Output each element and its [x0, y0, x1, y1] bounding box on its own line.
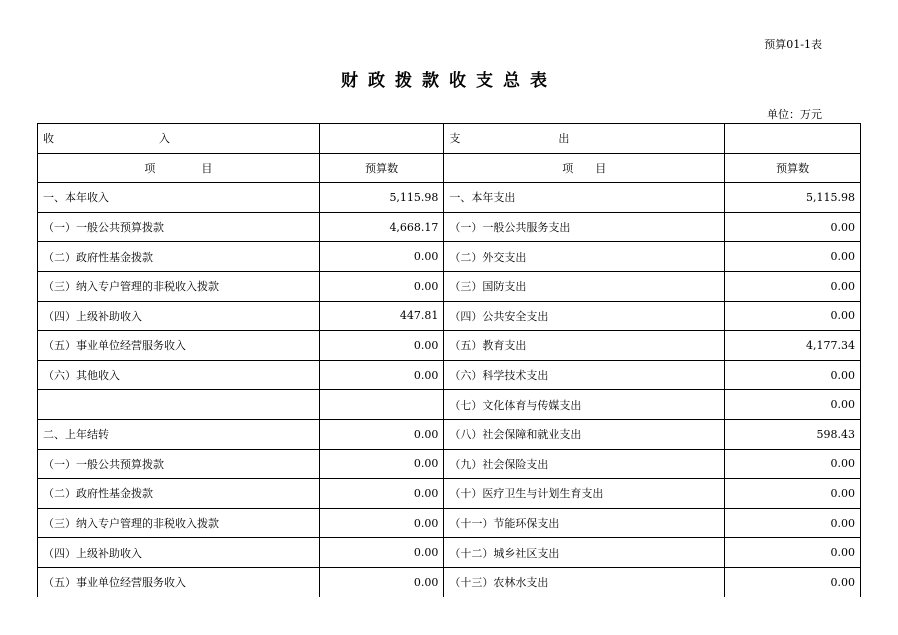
table-row	[38, 183, 861, 213]
income-header-char2: 入	[159, 132, 170, 146]
expense-item-cell: （三）国防支出	[444, 271, 725, 301]
expense-value-cell: 0.00	[725, 360, 861, 390]
table-row	[38, 360, 861, 390]
income-value-cell	[319, 390, 444, 420]
expense-header-char2: 出	[558, 132, 570, 146]
expense-section-blank	[725, 124, 861, 154]
expense-item-cell: （一）一般公共服务支出	[444, 212, 725, 242]
column-header-row	[38, 153, 861, 183]
income-item-cell: （四）上级补助收入	[38, 538, 320, 568]
expense-value-cell: 0.00	[725, 567, 861, 596]
income-item-cell: （三）纳入专户管理的非税收入拨款	[38, 508, 320, 538]
form-number: 预算01-1表	[764, 38, 822, 51]
expense-value-cell: 5,115.98	[725, 183, 861, 213]
table-row	[38, 567, 861, 596]
income-item-cell: （四）上级补助收入	[38, 301, 320, 331]
income-item-cell: （二）政府性基金拨款	[38, 242, 320, 272]
expense-item-cell: （七）文化体育与传媒支出	[444, 390, 725, 420]
income-value-cell: 0.00	[319, 508, 444, 538]
income-item-cell: （一）一般公共预算拨款	[38, 449, 320, 479]
expense-item-cell: （四）公共安全支出	[444, 301, 725, 331]
expense-item-header	[444, 153, 725, 183]
section-header-row	[38, 124, 861, 154]
expense-value-cell: 0.00	[725, 479, 861, 509]
expense-value-cell: 0.00	[725, 242, 861, 272]
expense-value-cell: 4,177.34	[725, 331, 861, 361]
expense-item-cell: （十一）节能环保支出	[444, 508, 725, 538]
expense-item-cell: （十三）农林水支出	[444, 567, 725, 596]
income-value-cell: 0.00	[319, 331, 444, 361]
expense-item-cell: （六）科学技术支出	[444, 360, 725, 390]
page-title: 财政拨款收支总表	[341, 71, 557, 91]
expense-value-cell: 0.00	[725, 508, 861, 538]
expense-header-char1: 支	[449, 132, 461, 146]
expense-item-cell: （十二）城乡社区支出	[444, 538, 725, 568]
income-value-cell: 0.00	[319, 449, 444, 479]
income-value-cell: 0.00	[319, 567, 444, 596]
item-label-b: 目	[595, 161, 607, 175]
expense-value-cell: 0.00	[725, 271, 861, 301]
table-row	[38, 419, 861, 449]
item-label-a: 项	[562, 161, 574, 175]
expense-item-cell: （五）教育支出	[444, 331, 725, 361]
expense-item-cell: 一、本年支出	[444, 183, 725, 213]
income-value-cell: 4,668.17	[319, 212, 444, 242]
table-row	[38, 449, 861, 479]
income-budget-header: 预算数	[319, 153, 444, 183]
income-value-cell: 0.00	[319, 360, 444, 390]
income-item-cell: （五）事业单位经营服务收入	[38, 567, 320, 596]
income-value-cell: 447.81	[319, 301, 444, 331]
expense-value-cell: 0.00	[725, 538, 861, 568]
table-row	[38, 331, 861, 361]
income-item-cell: （三）纳入专户管理的非税收入拨款	[38, 271, 320, 301]
expense-value-cell: 0.00	[725, 212, 861, 242]
table-row	[38, 479, 861, 509]
income-item-cell: （六）其他收入	[38, 360, 320, 390]
income-item-cell: （一）一般公共预算拨款	[38, 212, 320, 242]
item-label-b: 目	[201, 161, 213, 175]
income-value-cell: 0.00	[319, 479, 444, 509]
income-item-cell	[38, 390, 320, 420]
income-value-cell: 0.00	[319, 242, 444, 272]
income-item-cell: （五）事业单位经营服务收入	[38, 331, 320, 361]
expense-item-cell: （十）医疗卫生与计划生育支出	[444, 479, 725, 509]
table-row	[38, 301, 861, 331]
table-row	[38, 538, 861, 568]
item-label-a: 项	[144, 161, 156, 175]
table-row	[38, 212, 861, 242]
table-row	[38, 508, 861, 538]
expense-value-cell: 598.43	[725, 419, 861, 449]
expense-value-cell: 0.00	[725, 390, 861, 420]
expense-value-cell: 0.00	[725, 449, 861, 479]
income-item-cell: 一、本年收入	[38, 183, 320, 213]
expense-item-cell: （九）社会保险支出	[444, 449, 725, 479]
income-item-header	[38, 153, 320, 183]
income-value-cell: 5,115.98	[319, 183, 444, 213]
income-value-cell: 0.00	[319, 419, 444, 449]
income-item-cell: 二、上年结转	[38, 419, 320, 449]
income-item-cell: （二）政府性基金拨款	[38, 479, 320, 509]
expense-item-cell: （二）外交支出	[444, 242, 725, 272]
table-row	[38, 390, 861, 420]
expense-value-cell: 0.00	[725, 301, 861, 331]
unit-label: 单位：万元	[767, 108, 822, 121]
income-header-char1: 收	[43, 132, 54, 146]
income-section-header	[38, 124, 320, 154]
expense-section-header	[444, 124, 725, 154]
budget-table	[37, 123, 861, 597]
expense-budget-header: 预算数	[725, 153, 861, 183]
expense-item-cell: （八）社会保障和就业支出	[444, 419, 725, 449]
income-section-blank	[319, 124, 444, 154]
table-row	[38, 242, 861, 272]
table-row	[38, 271, 861, 301]
income-value-cell: 0.00	[319, 271, 444, 301]
income-value-cell: 0.00	[319, 538, 444, 568]
